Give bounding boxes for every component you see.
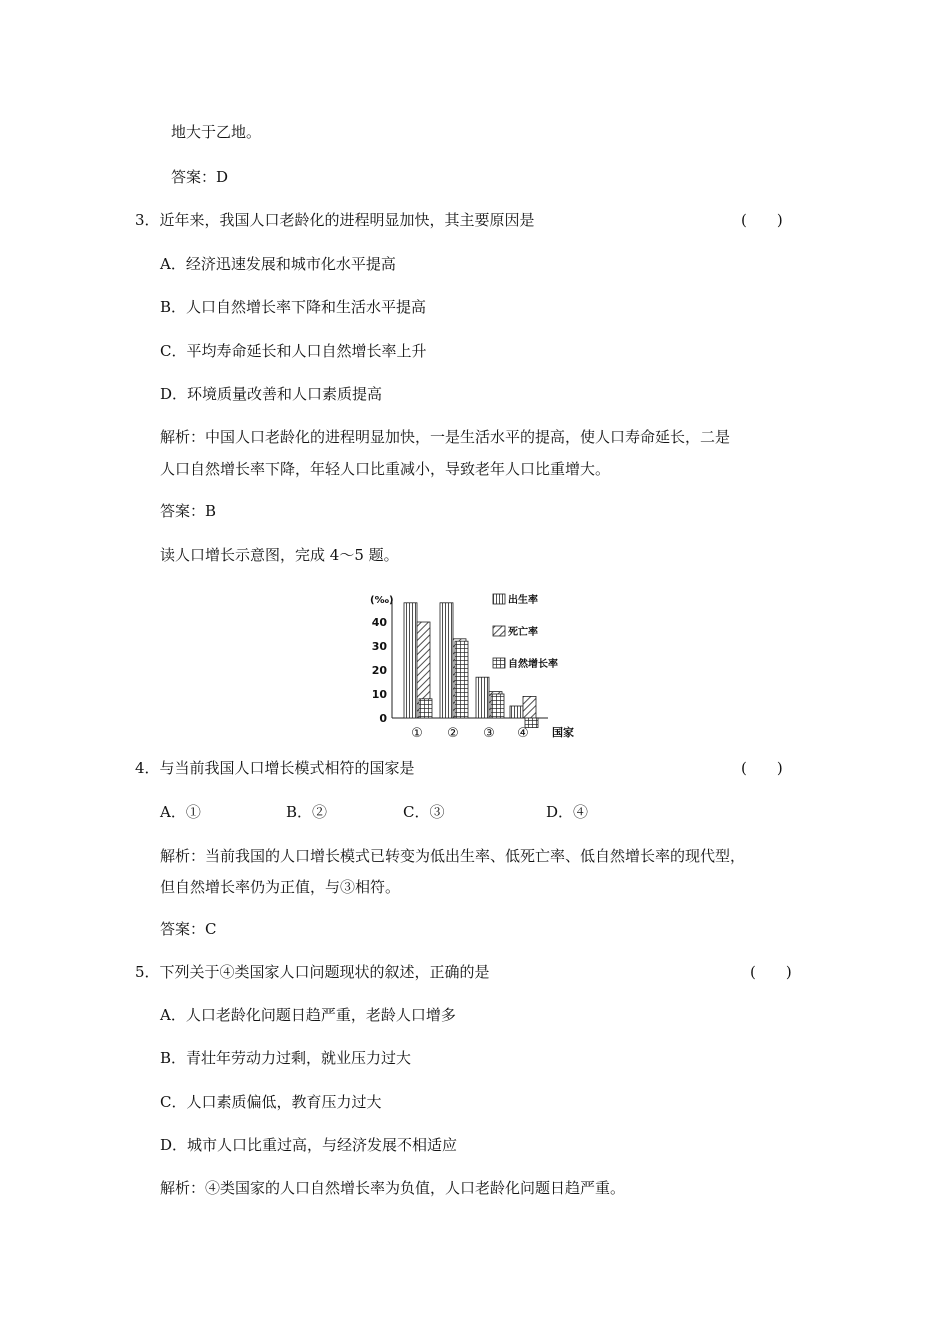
y-tick-label: 0	[379, 712, 387, 725]
population-growth-chart	[360, 588, 590, 748]
q3-option-c: C．平均寿命延长和人口自然增长率上升	[160, 342, 427, 360]
q4-answer-blank: ( )	[741, 759, 783, 777]
q4-explanation-line2: 但自然增长率仍为正值，与③相符。	[160, 878, 401, 896]
y-tick-label: 20	[371, 664, 387, 677]
q4-option-d: D．④	[546, 803, 589, 821]
q4-option-a: A．①	[160, 803, 201, 821]
q4-answer: 答案：C	[160, 920, 217, 938]
q3-explanation-line1: 解析：中国人口老龄化的进程明显加快，一是生活水平的提高，使人口寿命延长，二是	[160, 428, 731, 446]
legend-label: 出生率	[508, 595, 538, 606]
legend-swatch	[493, 658, 505, 668]
chart-intro: 读人口增长示意图，完成 4～5 题。	[160, 546, 399, 564]
q5-option-a: A．人口老龄化问题日趋严重，老龄人口增多	[160, 1006, 456, 1024]
q5-answer-blank: ( )	[750, 963, 792, 981]
q2-answer: 答案：D	[171, 168, 229, 186]
legend-swatch	[493, 594, 505, 604]
y-tick-label: 30	[371, 640, 387, 653]
q3-answer: 答案：B	[160, 502, 217, 520]
q3-option-b: B．人口自然增长率下降和生活水平提高	[160, 298, 427, 316]
birth-rate-bar	[440, 603, 453, 718]
q5-option-d: D．城市人口比重过高，与经济发展不相适应	[160, 1136, 458, 1154]
birth-rate-bar	[404, 603, 417, 718]
legend-label: 自然增长率	[508, 659, 558, 670]
q4-option-c: C．③	[403, 803, 445, 821]
q3-stem: 3．近年来，我国人口老龄化的进程明显加快，其主要原因是	[135, 211, 535, 229]
continued-text: 地大于乙地。	[171, 123, 262, 141]
natural-growth-bar	[455, 641, 468, 718]
natural-growth-bar	[491, 694, 504, 718]
q4-explanation-line1: 解析：当前我国的人口增长模式已转变为低出生率、低死亡率、低自然增长率的现代型，	[160, 847, 746, 865]
q4-stem: 4．与当前我国人口增长模式相符的国家是	[135, 759, 415, 777]
q3-answer-blank: ( )	[741, 211, 783, 229]
x-axis-label: 国家	[552, 726, 574, 739]
q4-option-b: B．②	[286, 803, 328, 821]
legend-label: 死亡率	[508, 627, 538, 638]
x-tick-label: ④	[517, 726, 529, 741]
y-tick-label: 40	[371, 616, 387, 629]
q5-stem: 5．下列关于④类国家人口问题现状的叙述，正确的是	[135, 963, 490, 981]
y-tick-label: 10	[371, 688, 387, 701]
legend-swatch	[493, 626, 505, 636]
q5-option-c: C．人口素质偏低，教育压力过大	[160, 1093, 382, 1111]
q5-explanation: 解析：④类国家的人口自然增长率为负值，人口老龄化问题日趋严重。	[160, 1179, 626, 1197]
death-rate-bar	[523, 696, 536, 718]
x-tick-label: ②	[447, 726, 459, 741]
q3-explanation-line2: 人口自然增长率下降，年轻人口比重减小，导致老年人口比重增大。	[160, 460, 611, 478]
x-tick-label: ①	[411, 726, 423, 741]
q3-option-d: D．环境质量改善和人口素质提高	[160, 385, 383, 403]
natural-growth-bar	[419, 699, 432, 718]
birth-rate-bar	[476, 677, 489, 718]
q3-option-a: A．经济迅速发展和城市化水平提高	[160, 255, 396, 273]
y-axis-unit: (‰)	[370, 595, 394, 606]
birth-rate-bar	[510, 706, 523, 718]
x-tick-label: ③	[483, 726, 495, 741]
q5-option-b: B．青壮年劳动力过剩，就业压力过大	[160, 1049, 412, 1067]
